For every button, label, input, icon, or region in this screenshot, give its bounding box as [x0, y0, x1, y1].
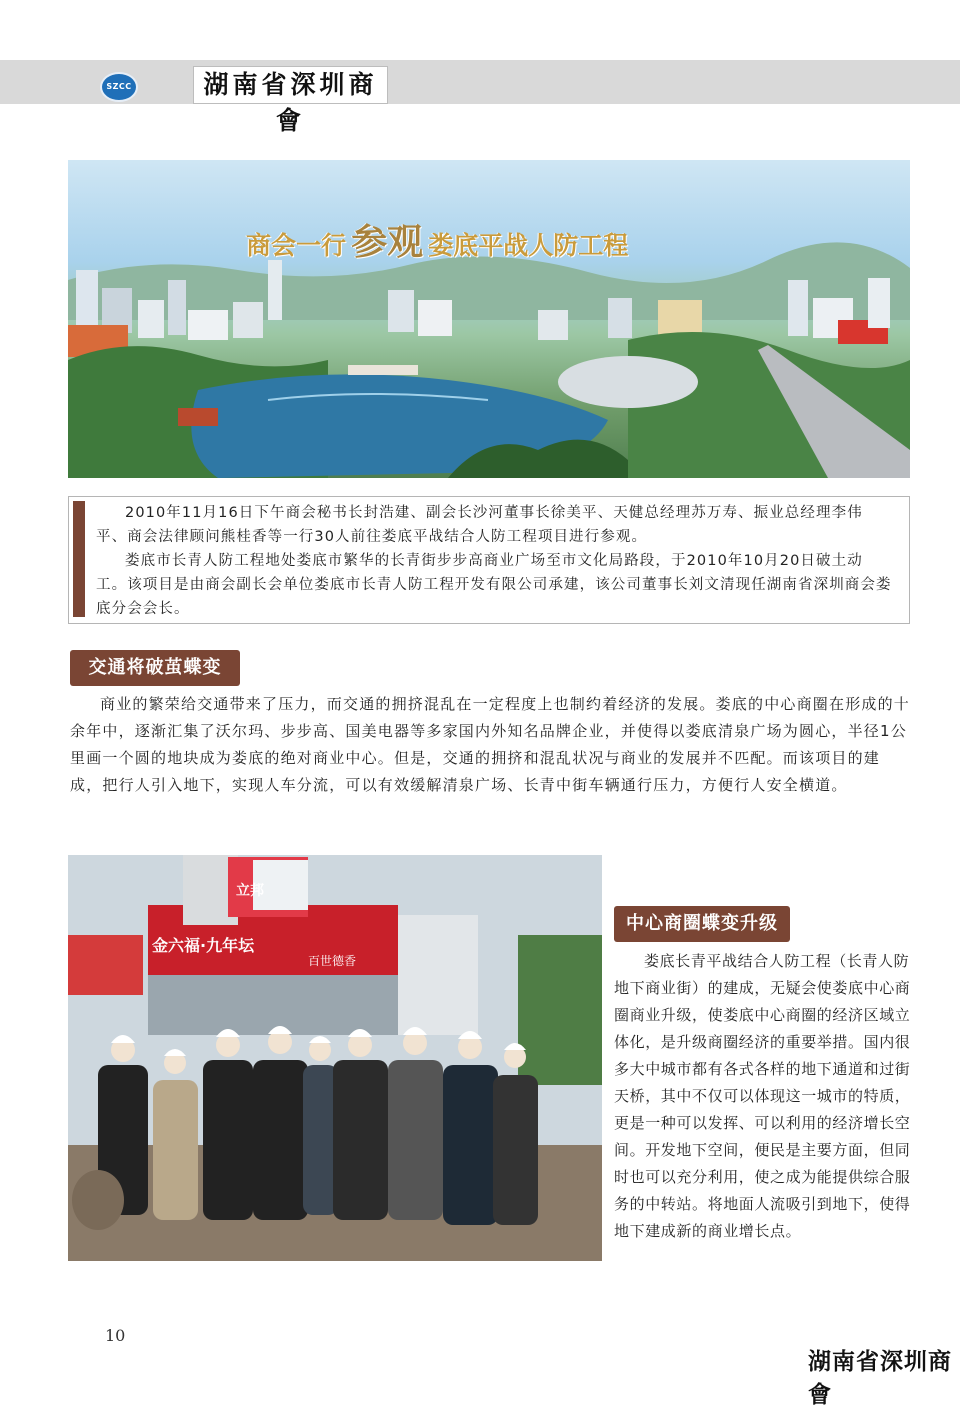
page-number: 10 — [105, 1326, 126, 1345]
intro-paragraph-2: 娄底市长青人防工程地处娄底市繁华的长青街步步高商业广场至市文化局路段，于2010年10月20日破土动工。该项目是由商会副长会单位娄底市长青人防工程开发有限公司承建，该公司董事长刘文清现任湖南省深圳商会娄底分会会长。 — [96, 553, 892, 617]
section-text-commerce — [614, 948, 912, 1245]
hero-title — [246, 214, 766, 268]
intro-text — [96, 501, 892, 621]
brand-title: 湖南省深圳商會 — [193, 66, 388, 104]
section-heading-traffic: 交通将破茧蝶变 — [70, 650, 240, 686]
hero-image — [68, 160, 910, 478]
intro-paragraph-1: 2010年11月16日下午商会秘书长封浩建、副会长沙河董事长徐美平、天健总经理苏万寿、振业总经理李伟平、商会法律顾问熊桂香等一行30人前往娄底平战结合人防工程项目进行参观。 — [96, 505, 863, 545]
hero-title-pre: 商会一行 — [246, 231, 347, 260]
intro-accent-bar — [73, 501, 85, 617]
footer-brand: 湖南省深圳商會 — [808, 1348, 952, 1408]
sign-b: 百世德香 — [308, 954, 357, 968]
city-skyline-illustration — [68, 160, 910, 478]
hero-title-big: 参观 — [351, 221, 424, 263]
logo-icon: SZCC — [100, 72, 138, 102]
section-heading-commerce: 中心商圈蝶变升级 — [614, 906, 790, 942]
sign-c: 立邦 — [236, 883, 264, 899]
header-band — [0, 60, 960, 104]
group-photo — [68, 855, 602, 1261]
sign-a: 金六福·九年坛 — [152, 936, 255, 955]
section-text-traffic — [70, 691, 912, 799]
hero-title-post: 娄底平战人防工程 — [428, 231, 629, 260]
section2-paragraph: 娄底长青平战结合人防工程（长青人防地下商业街）的建成，无疑会使娄底中心商圈商业升级，使娄底中心商圈的经济区域立体化，是升级商圈经济的重要举措。国内很多大中城市都有各式各样的地下通道和过街天桥，其中不仅可以体现这一城市的特质，更是一种可以发挥、可以利用的经济增长空间。开发地下空间，便民是主要方面，但同时也可以充分利用，使之成为能提供综合服务的中转站。将地面人流吸引到地下，使得地下建成新的商业增长点。 — [614, 952, 911, 1240]
section1-paragraph: 商业的繁荣给交通带来了压力，而交通的拥挤混乱在一定程度上也制约着经济的发展。娄底的中心商圈在形成的十余年中，逐渐汇集了沃尔玛、步步高、国美电器等多家国内外知名品牌企业，并使得以娄底清泉广场为圆心，半径1公里画一个圆的地块成为娄底的绝对商业中心。但是，交通的拥挤和混乱状况与商业的发展并不匹配。而该项目的建成，把行人引入地下，实现人车分流，可以有效缓解清泉广场、长青中街车辆通行压力，方便行人安全横道。 — [70, 695, 911, 794]
construction-site-illustration — [68, 855, 602, 1261]
